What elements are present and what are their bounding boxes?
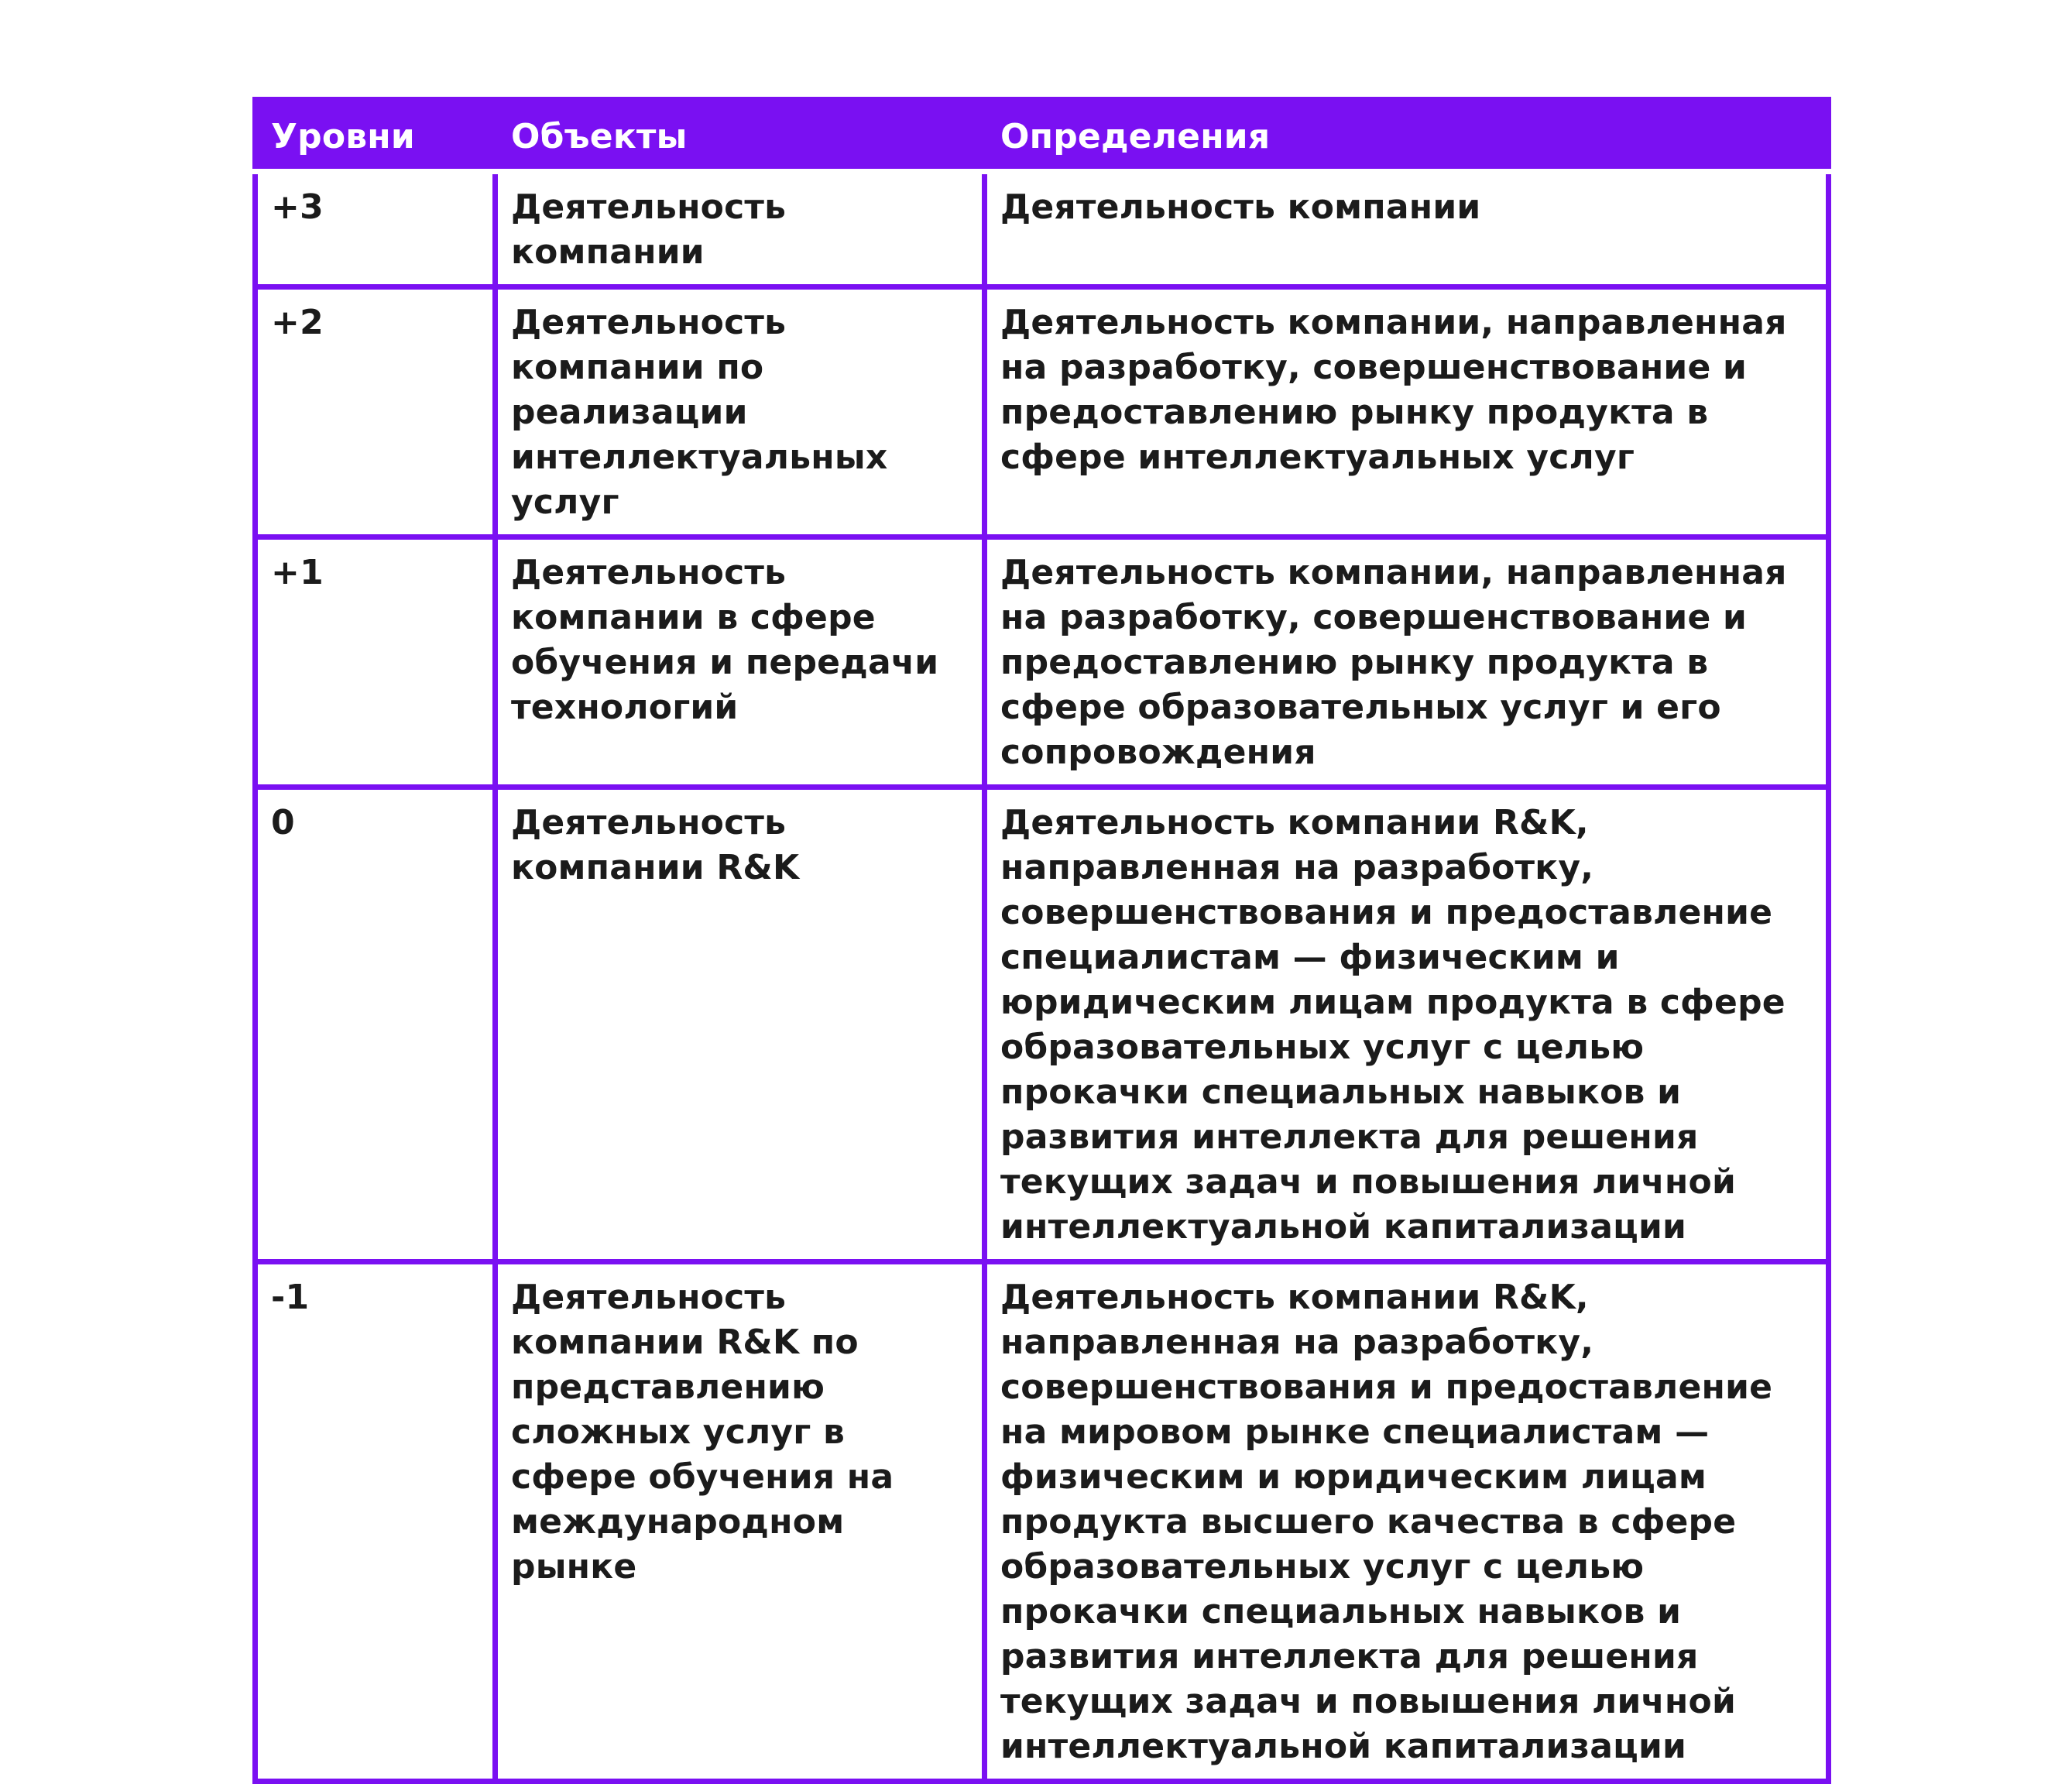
cell-level: +3 <box>256 172 496 287</box>
cell-definition: Деятельность компании, направленная на разработку, совершенствование и предоставлению рынку продукта в сфере образовательных услуг и его сопровождения <box>985 537 1829 787</box>
cell-object: Деятельность компании R&K по представлению сложных услуг в сфере обучения на международном рынке <box>496 1262 985 1782</box>
cell-definition: Деятельность компании R&K, направленная на разработку, совершенствования и предоставление на мировом рынке специалистам — физическим и юридическим лицам продукта высшего качества в сфере образовательных услуг с целью прокачки специальных навыков и развития интеллекта для решения текущих задач и повышения личной интеллектуальной капитализации <box>985 1262 1829 1782</box>
cell-level: 0 <box>256 787 496 1262</box>
cell-definition: Деятельность компании, направленная на разработку, совершенствование и предоставлению рынку продукта в сфере интеллектуальных услуг <box>985 287 1829 537</box>
header-levels: Уровни <box>256 100 496 172</box>
levels-table <box>252 97 1831 1784</box>
table-row <box>256 537 1829 787</box>
table-row <box>256 287 1829 537</box>
cell-definition: Деятельность компании R&K, направленная на разработку, совершенствования и предоставление специалистам — физическим и юридическим лицам продукта в сфере образовательных услуг с целью прокачки специальных навыков и развития интеллекта для решения текущих задач и повышения личной интеллектуальной капитализации <box>985 787 1829 1262</box>
cell-level: +1 <box>256 537 496 787</box>
header-row <box>256 100 1829 172</box>
cell-object: Деятельность компании <box>496 172 985 287</box>
header-definitions: Определения <box>985 100 1829 172</box>
table-body <box>256 172 1829 1782</box>
header-objects: Объекты <box>496 100 985 172</box>
cell-object: Деятельность компании по реализации интеллектуальных услуг <box>496 287 985 537</box>
table-row <box>256 172 1829 287</box>
cell-level: +2 <box>256 287 496 537</box>
cell-definition: Деятельность компании <box>985 172 1829 287</box>
levels-table-container <box>252 97 1826 1784</box>
table-row <box>256 1262 1829 1782</box>
cell-level: -1 <box>256 1262 496 1782</box>
cell-object: Деятельность компании R&K <box>496 787 985 1262</box>
table-header <box>256 100 1829 172</box>
cell-object: Деятельность компании в сфере обучения и передачи технологий <box>496 537 985 787</box>
table-row <box>256 787 1829 1262</box>
